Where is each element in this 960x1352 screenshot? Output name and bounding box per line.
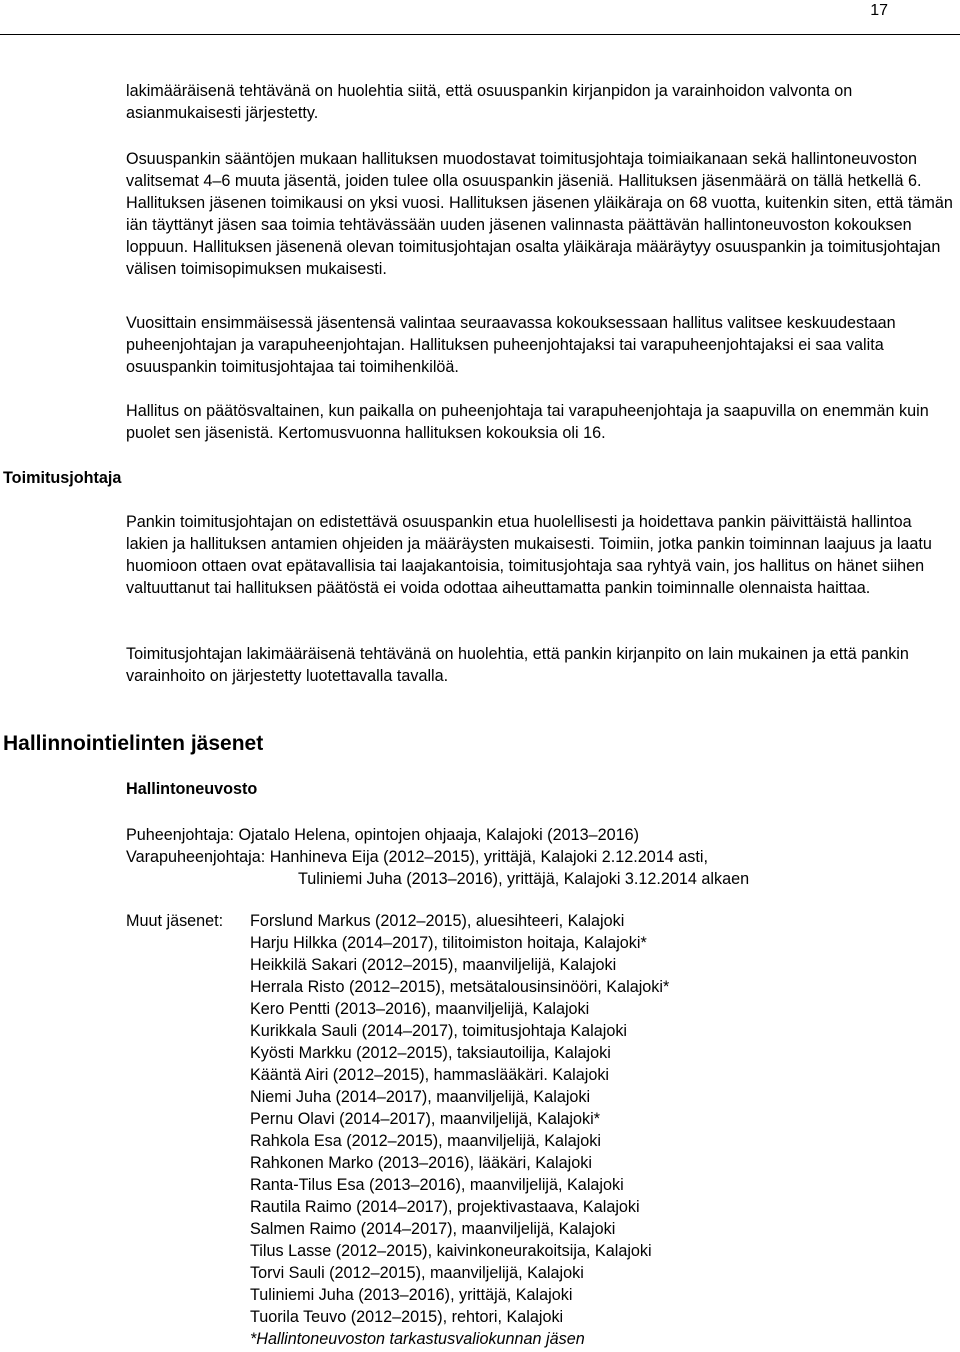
member-item: Kero Pentti (2013–2016), maanviljelijä, Kalajoki [250, 1000, 590, 1018]
member-list [250, 910, 669, 1350]
member-item: Tuliniemi Juha (2013–2016), yrittäjä, Kalajoki [250, 1286, 573, 1304]
header-rule [0, 34, 960, 35]
footnote-audit-committee: *Hallintoneuvoston tarkastusvaliokunnan jäsen [250, 1330, 585, 1348]
paragraph-board-composition: Osuuspankin sääntöjen mukaan hallituksen muodostavat toimitusjohtaja toimiaikanaan sekä hallintoneuvoston valitsemat 4–6 muuta jäsentä, joiden tulee olla osuuspankin jäseniä. Hallituksen jäsenmäärä on tällä hetkellä 6. Hallituksen jäsenen toimikausi on yksi vuosi. Hallituksen jäsenen yläikäraja on 68 vuotta, kuitenkin siten, että tämän iän täyttänyt jäsen saa toimia tehtävässään uuden jäsenen valinnasta päättävän hallintoneuvoston kokouksen loppuun. Hallituksen jäsenenä olevan toimitusjohtajan osalta yläikäraja määräytyy osuuspankin ja toimitusjohtajan välisen toimisopimuksen mukaisesti. [126, 150, 953, 278]
paragraph-ceo-duties: Pankin toimitusjohtajan on edistettävä osuuspankin etua huolellisesti ja hoidettava pankin päivittäistä hallintoa lakien ja hallituksen antamien ohjeiden ja määräysten mukaisesti. Toimiin, jotka pankin toiminnan laajuus ja laatu huomioon ottaen ovat epätavallisia tai laajakantoisia, toimitusjohtaja saa ryhtyä vain, jos hallitus on hänet siihen valtuuttanut tai hallituksen päätöstä ei voida odottaa aiheuttamatta pankin toiminnalle olennaista haittaa. [126, 513, 932, 597]
member-item: Kääntä Airi (2012–2015), hammaslääkäri. Kalajoki [250, 1066, 610, 1084]
section-heading-governance-members: Hallinnointielinten jäsenet [3, 732, 264, 755]
member-item: Pernu Olavi (2014–2017), maanviljelijä, Kalajoki* [250, 1110, 601, 1128]
member-item: Niemi Juha (2014–2017), maanviljelijä, Kalajoki [250, 1088, 591, 1106]
side-heading-ceo: Toimitusjohtaja [3, 469, 122, 487]
member-item: Salmen Raimo (2014–2017), maanviljelijä, Kalajoki [250, 1220, 616, 1238]
member-item: Harju Hilkka (2014–2017), tilitoimiston hoitaja, Kalajoki* [250, 934, 647, 952]
paragraph-ceo-legal-duty: Toimitusjohtajan lakimääräisenä tehtävänä on huolehtia, että pankin kirjanpito on lain mukainen ja että pankin varainhoito on järjestetty luotettavalla tavalla. [126, 645, 909, 685]
member-item: Rahkonen Marko (2013–2016), lääkäri, Kalajoki [250, 1154, 592, 1172]
member-item: Kyösti Markku (2012–2015), taksiautoilija, Kalajoki [250, 1044, 611, 1062]
paragraph-auditing-duty: lakimääräisenä tehtävänä on huolehtia siitä, että osuuspankin kirjanpidon ja varainhoidon valvonta on asianmukaisesti järjestetty. [126, 82, 853, 122]
member-item: Heikkilä Sakari (2012–2015), maanviljelijä, Kalajoki [250, 956, 617, 974]
vice-chair-line-continued: Tuliniemi Juha (2013–2016), yrittäjä, Kalajoki 3.12.2014 alkaen [298, 870, 750, 888]
chair-line: Puheenjohtaja: Ojatalo Helena, opintojen ohjaaja, Kalajoki (2013–2016) [126, 826, 639, 844]
member-item: Forslund Markus (2012–2015), aluesihteeri, Kalajoki [250, 912, 625, 930]
paragraph-board-quorum: Hallitus on päätösvaltainen, kun paikalla on puheenjohtaja tai varapuheenjohtaja ja saapuvilla on enemmän kuin puolet sen jäsenistä. Kertomusvuonna hallituksen kokouksia oli 16. [126, 402, 929, 442]
member-item: Ranta-Tilus Esa (2013–2016), maanviljelijä, Kalajoki [250, 1176, 624, 1194]
member-item: Herrala Risto (2012–2015), metsätalousinsinööri, Kalajoki* [250, 978, 670, 996]
member-item: Rahkola Esa (2012–2015), maanviljelijä, Kalajoki [250, 1132, 601, 1150]
sub-heading-supervisory-board: Hallintoneuvosto [126, 780, 258, 798]
members-label: Muut jäsenet: [126, 912, 224, 930]
member-item: Tilus Lasse (2012–2015), kaivinkoneurakoitsija, Kalajoki [250, 1242, 652, 1260]
paragraph-board-chair-election: Vuosittain ensimmäisessä jäsentensä valintaa seuraavassa kokouksessaan hallitus valitsee keskuudestaan puheenjohtajan ja varapuheenjohtajan. Hallituksen puheenjohtajaksi tai varapuheenjohtajaksi ei saa valita osuuspankin toimitusjohtajaa tai toimihenkilöä. [126, 314, 896, 376]
member-item: Kurikkala Sauli (2014–2017), toimitusjohtaja Kalajoki [250, 1022, 628, 1040]
page-number: 17 [870, 2, 888, 19]
member-item: Torvi Sauli (2012–2015), maanviljelijä, Kalajoki [250, 1264, 584, 1282]
vice-chair-line: Varapuheenjohtaja: Hanhineva Eija (2012–2015), yrittäjä, Kalajoki 2.12.2014 asti, [126, 848, 708, 866]
member-item: Tuorila Teuvo (2012–2015), rehtori, Kalajoki [250, 1308, 564, 1326]
member-item: Rautila Raimo (2014–2017), projektivastaava, Kalajoki [250, 1198, 640, 1216]
